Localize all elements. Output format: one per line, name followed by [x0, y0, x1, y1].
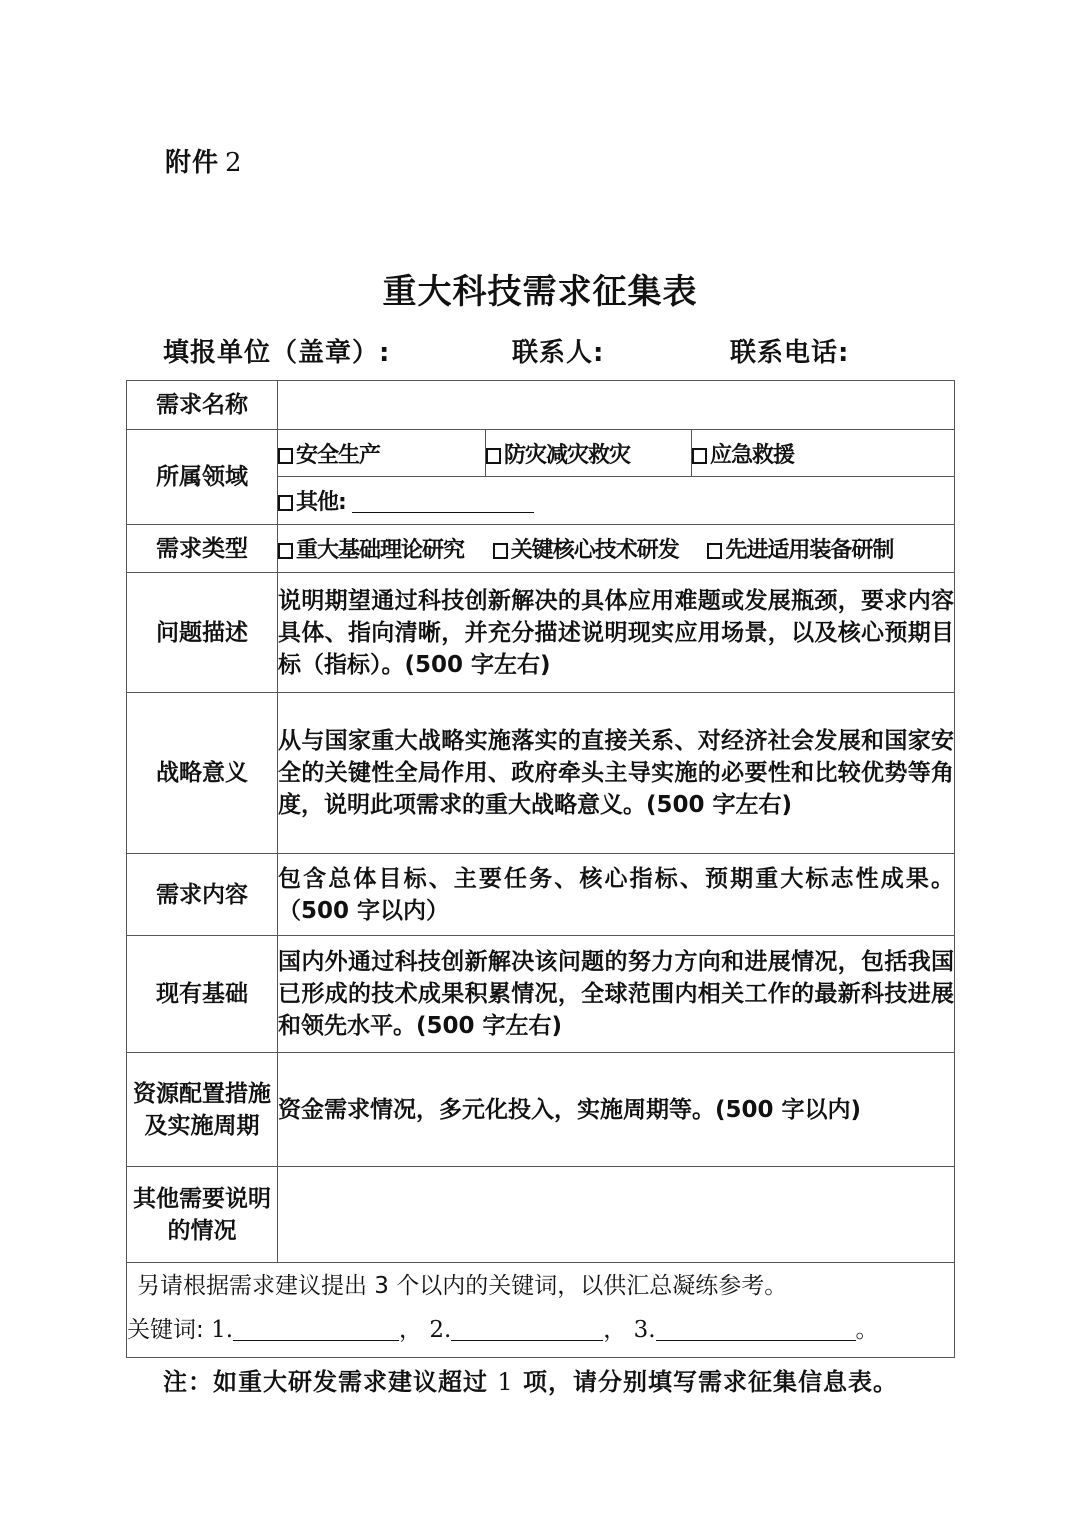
type-option-core-tech[interactable]: 关键核心技术研发: [493, 538, 679, 563]
field-option-rescue[interactable]: 应急救援: [692, 430, 955, 477]
contact-field-label: 联系人:: [512, 338, 605, 368]
demand-form-table: [126, 380, 955, 1358]
row-content: [127, 854, 955, 936]
checkbox-icon[interactable]: [278, 495, 293, 511]
keyword-1-number: 1.: [211, 1317, 234, 1343]
keyword-3-blank[interactable]: [656, 1320, 856, 1341]
row-resources: [127, 1053, 955, 1167]
row-problem: [127, 573, 955, 693]
checkbox-icon[interactable]: [493, 543, 508, 559]
problem-label: 问题描述: [127, 573, 278, 693]
keyword-1-blank[interactable]: [233, 1320, 399, 1341]
type-label: 需求类型: [127, 525, 278, 573]
demand-name-input[interactable]: [278, 381, 955, 430]
checkbox-icon[interactable]: [278, 543, 293, 559]
others-input[interactable]: [278, 1167, 955, 1263]
row-strategy: [127, 693, 955, 854]
checkbox-icon[interactable]: [278, 448, 293, 464]
phone-field-label: 联系电话:: [730, 338, 850, 368]
row-keywords: [127, 1263, 955, 1358]
keyword-2-number: 2.: [429, 1317, 452, 1343]
form-title: 重大科技需求征集表: [382, 272, 698, 312]
footnote: 注：如重大研发需求建议超过 1 项，请分别填写需求征集信息表。: [163, 1368, 898, 1396]
type-option-equipment[interactable]: 先进适用装备研制: [707, 538, 893, 563]
content-label: 需求内容: [127, 854, 278, 936]
row-type: [127, 525, 955, 573]
basis-text[interactable]: 国内外通过科技创新解决该问题的努力方向和进展情况，包括我国已形成的技术成果积累情况，全球范围内相关工作的最新科技进展和领先水平。(500 字左右): [278, 936, 955, 1053]
content-text[interactable]: 包含总体目标、主要任务、核心指标、预期重大标志性成果。（500 字以内）: [278, 854, 955, 936]
keywords-line: 关键词: 1. ， 2. ， 3. 。: [127, 1317, 879, 1343]
other-field-blank[interactable]: [352, 492, 534, 513]
row-basis: [127, 936, 955, 1053]
field-option-safety[interactable]: 安全生产: [278, 430, 486, 477]
attachment-number: 2: [225, 148, 243, 178]
field-label: 所属领域: [127, 430, 278, 525]
demand-name-label: 需求名称: [127, 381, 278, 430]
problem-text[interactable]: 说明期望通过科技创新解决的具体应用难题或发展瓶颈，要求内容具体、指向清晰，并充分描述说明现实应用场景，以及核心预期目标（指标）。(500 字左右): [278, 573, 955, 693]
strategy-label: 战略意义: [127, 693, 278, 854]
checkbox-icon[interactable]: [486, 448, 501, 464]
type-option-basic-research[interactable]: 重大基础理论研究: [278, 538, 464, 563]
unit-field-label: 填报单位（盖章）:: [163, 338, 391, 368]
keywords-label: 关键词:: [127, 1317, 204, 1343]
row-demand-name: [127, 381, 955, 430]
attachment-label: [165, 142, 243, 179]
attachment-word: 附件: [165, 148, 220, 178]
field-option-disaster[interactable]: 防灾减灾救灾: [486, 430, 692, 477]
row-others: [127, 1167, 955, 1263]
resources-label: 资源配置措施及实施周期: [127, 1053, 278, 1167]
checkbox-icon[interactable]: [692, 448, 707, 464]
basis-label: 现有基础: [127, 936, 278, 1053]
row-field: [127, 430, 955, 477]
field-option-other[interactable]: 其他:: [278, 477, 955, 525]
keywords-intro: 另请根据需求建议提出 3 个以内的关键词，以供汇总凝练参考。: [137, 1273, 788, 1299]
keyword-3-number: 3.: [633, 1317, 656, 1343]
others-label: 其他需要说明的情况: [127, 1167, 278, 1263]
strategy-text[interactable]: 从与国家重大战略实施落实的直接关系、对经济社会发展和国家安全的关键性全局作用、政府牵头主导实施的必要性和比较优势等角度，说明此项需求的重大战略意义。(500 字左右): [278, 693, 955, 854]
resources-text[interactable]: 资金需求情况，多元化投入，实施周期等。(500 字以内): [278, 1053, 955, 1167]
checkbox-icon[interactable]: [707, 543, 722, 559]
keyword-2-blank[interactable]: [451, 1320, 603, 1341]
keywords-cell: [127, 1263, 955, 1358]
type-options: [278, 525, 955, 573]
